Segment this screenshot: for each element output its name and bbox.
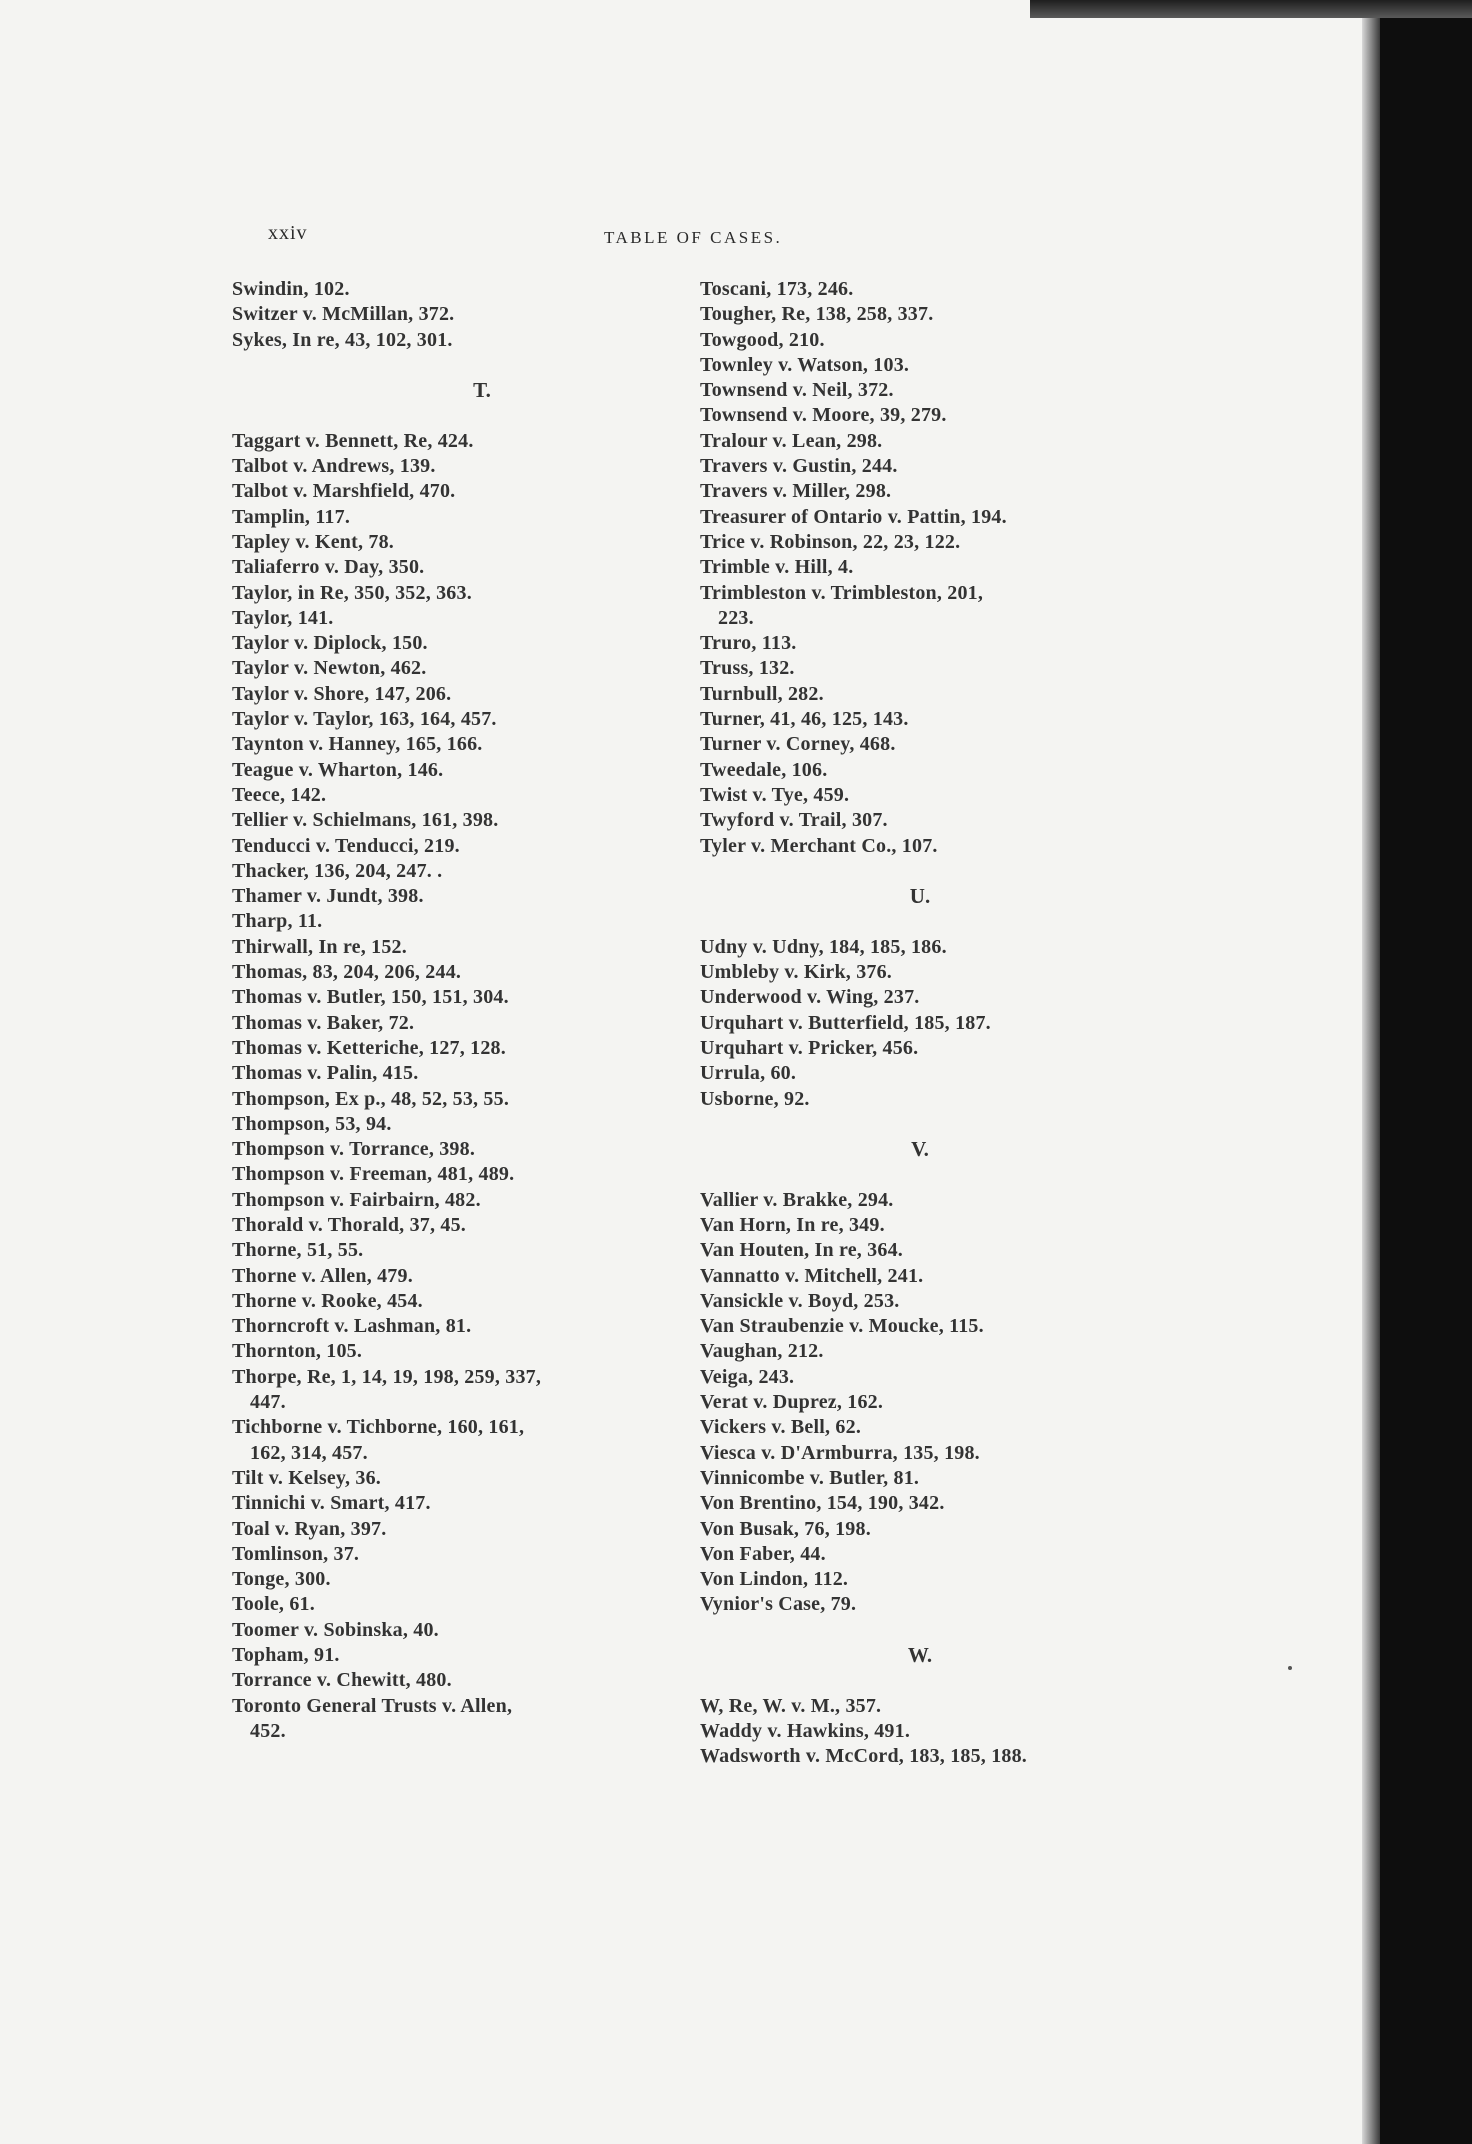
case-entry: Tichborne v. Tichborne, 160, 161,: [232, 1416, 525, 1439]
case-entry: Taylor v. Shore, 147, 206.: [232, 682, 452, 705]
case-entry: Swindin, 102.: [232, 278, 350, 300]
case-entry: Thorald v. Thorald, 37, 45.: [232, 1213, 466, 1236]
case-entry: Trimble v. Hill, 4.: [700, 556, 854, 579]
case-entry: Twyford v. Trail, 307.: [700, 809, 888, 832]
scan-edge-dark: [1380, 18, 1472, 2144]
case-entry: Talbot v. Andrews, 139.: [232, 455, 436, 478]
page-number: xxiv: [268, 222, 308, 244]
spacer: [232, 403, 682, 428]
case-entry: Urquhart v. Butterfield, 185, 187.: [700, 1011, 991, 1034]
case-entry: Travers v. Gustin, 244.: [700, 455, 898, 478]
section-letter: T.: [473, 378, 491, 403]
case-entry: Thorpe, Re, 1, 14, 19, 198, 259, 337,: [232, 1365, 542, 1388]
case-entry: Thompson v. Torrance, 398.: [232, 1138, 476, 1161]
case-entry: Topham, 91.: [232, 1644, 340, 1667]
case-entry: Tralour v. Lean, 298.: [700, 429, 883, 452]
case-entry: Toronto General Trusts v. Allen,: [232, 1694, 513, 1717]
case-entry: Vannatto v. Mitchell, 241.: [700, 1264, 924, 1287]
case-entry: Van Straubenzie v. Moucke, 115.: [700, 1315, 984, 1338]
case-entry: Von Brentino, 154, 190, 342.: [700, 1492, 945, 1515]
case-entry: Townley v. Watson, 103.: [700, 353, 910, 376]
case-entry: Taylor v. Diplock, 150.: [232, 632, 428, 655]
case-entry: Townsend v. Neil, 372.: [700, 379, 894, 402]
case-entry: Tilt v. Kelsey, 36.: [232, 1466, 381, 1489]
spacer: [700, 1162, 1160, 1187]
case-entry: Vaughan, 212.: [700, 1340, 824, 1363]
case-entry: Toole, 61.: [232, 1593, 315, 1616]
case-entry-continuation: 223.: [718, 606, 754, 629]
case-entry: Toscani, 173, 246.: [700, 278, 854, 300]
left-column: [232, 277, 682, 1744]
case-entry: Treasurer of Ontario v. Pattin, 194.: [700, 505, 1007, 528]
case-entry: Thorne v. Allen, 479.: [232, 1264, 413, 1287]
case-entry: Tharp, 11.: [232, 910, 323, 933]
case-entry: Teece, 142.: [232, 783, 327, 806]
page-header: [0, 222, 1362, 262]
case-entry: Switzer v. McMillan, 372.: [232, 303, 455, 326]
case-entry: Trimbleston v. Trimbleston, 201,: [700, 581, 984, 604]
case-entry: Thomas v. Baker, 72.: [232, 1011, 415, 1034]
case-entry: Tellier v. Schielmans, 161, 398.: [232, 809, 499, 832]
case-entry-continuation: 162, 314, 457.: [250, 1441, 368, 1464]
case-entry: Veiga, 243.: [700, 1365, 795, 1388]
case-entry: Tyler v. Merchant Co., 107.: [700, 834, 938, 857]
speck-mark: [1288, 1666, 1292, 1670]
case-entry: Thomas v. Palin, 415.: [232, 1062, 419, 1085]
case-entry: Trice v. Robinson, 22, 23, 122.: [700, 530, 961, 553]
case-entry: Townsend v. Moore, 39, 279.: [700, 404, 947, 427]
case-entry: Torrance v. Chewitt, 480.: [232, 1669, 452, 1692]
spacer: [700, 1618, 1160, 1643]
case-entry: Thorne v. Rooke, 454.: [232, 1289, 423, 1312]
case-entry: Thorne, 51, 55.: [232, 1239, 364, 1262]
case-entry: Von Faber, 44.: [700, 1542, 826, 1565]
case-entry: Vinnicombe v. Butler, 81.: [700, 1466, 920, 1489]
case-entry: Vickers v. Bell, 62.: [700, 1416, 862, 1439]
case-entry: Turnbull, 282.: [700, 682, 824, 705]
case-entry: Van Houten, In re, 364.: [700, 1239, 903, 1262]
case-entry: Sykes, In re, 43, 102, 301.: [232, 328, 453, 351]
case-entry: Wadsworth v. McCord, 183, 185, 188.: [700, 1745, 1027, 1768]
case-entry: Thamer v. Jundt, 398.: [232, 885, 424, 908]
case-entry-continuation: 452.: [250, 1719, 286, 1742]
case-entry: Thomas v. Butler, 150, 151, 304.: [232, 986, 509, 1009]
case-entry: Udny v. Udny, 184, 185, 186.: [700, 935, 947, 958]
case-entry: Talbot v. Marshfield, 470.: [232, 480, 456, 503]
case-entry: Travers v. Miller, 298.: [700, 480, 892, 503]
running-head: TABLE OF CASES.: [604, 228, 783, 247]
case-entry: Vynior's Case, 79.: [700, 1593, 857, 1616]
case-entry-continuation: 447.: [250, 1391, 286, 1414]
case-entry: Verat v. Duprez, 162.: [700, 1391, 884, 1414]
case-entry: Tonge, 300.: [232, 1568, 331, 1591]
case-entry: W, Re, W. v. M., 357.: [700, 1694, 882, 1717]
case-entry: Tougher, Re, 138, 258, 337.: [700, 303, 934, 326]
case-entry: Thompson v. Freeman, 481, 489.: [232, 1163, 515, 1186]
case-entry: Taylor v. Taylor, 163, 164, 457.: [232, 708, 497, 731]
case-entry: Truro, 113.: [700, 632, 797, 655]
case-entry: Vallier v. Brakke, 294.: [700, 1188, 894, 1211]
case-entry: Underwood v. Wing, 237.: [700, 986, 920, 1009]
section-letter: W.: [907, 1643, 933, 1668]
case-entry: Taylor, in Re, 350, 352, 363.: [232, 581, 472, 604]
case-entry: Tamplin, 117.: [232, 505, 351, 528]
case-entry: Turner, 41, 46, 125, 143.: [700, 708, 909, 731]
case-entry: Waddy v. Hawkins, 491.: [700, 1719, 911, 1742]
case-entry: Towgood, 210.: [700, 328, 825, 351]
spacer: [700, 909, 1160, 934]
case-entry: Umbleby v. Kirk, 376.: [700, 961, 892, 984]
section-letter: U.: [909, 884, 931, 909]
case-entry: Thompson v. Fairbairn, 482.: [232, 1188, 481, 1211]
case-entry: Thorncroft v. Lashman, 81.: [232, 1315, 472, 1338]
case-entry: Toomer v. Sobinska, 40.: [232, 1618, 439, 1641]
case-entry: Taylor, 141.: [232, 606, 334, 629]
case-entry: Thomas v. Ketteriche, 127, 128.: [232, 1036, 506, 1059]
case-entry: Taynton v. Hanney, 165, 166.: [232, 733, 483, 756]
case-entry: Thirwall, In re, 152.: [232, 935, 407, 958]
section-letter: V.: [911, 1137, 929, 1162]
case-entry: Von Lindon, 112.: [700, 1568, 849, 1591]
spacer: [700, 1112, 1160, 1137]
case-entry: Von Busak, 76, 198.: [700, 1517, 871, 1540]
case-entry: Vansickle v. Boyd, 253.: [700, 1289, 900, 1312]
case-entry: Viesca v. D'Armburra, 135, 198.: [700, 1441, 980, 1464]
case-entry: Taliaferro v. Day, 350.: [232, 556, 425, 579]
case-entry: Taggart v. Bennett, Re, 424.: [232, 429, 474, 452]
case-entry: Taylor v. Newton, 462.: [232, 657, 427, 680]
case-entry: Tenducci v. Tenducci, 219.: [232, 834, 460, 857]
case-entry: Twist v. Tye, 459.: [700, 783, 850, 806]
scan-edge-shadow: [1362, 18, 1380, 2144]
case-entry: Tweedale, 106.: [700, 758, 828, 781]
case-entry: Van Horn, In re, 349.: [700, 1213, 885, 1236]
case-entry: Usborne, 92.: [700, 1087, 810, 1110]
case-entry: Thomas, 83, 204, 206, 244.: [232, 961, 462, 984]
case-entry: Tapley v. Kent, 78.: [232, 530, 394, 553]
case-entry: Toal v. Ryan, 397.: [232, 1517, 387, 1540]
case-entry: Turner v. Corney, 468.: [700, 733, 896, 756]
case-entry: Thornton, 105.: [232, 1340, 363, 1363]
case-entry: Truss, 132.: [700, 657, 795, 680]
spacer: [700, 1668, 1160, 1693]
case-entry: Thacker, 136, 204, 247. .: [232, 859, 443, 882]
scan-edge-top: [1030, 0, 1472, 18]
case-entry: Urrula, 60.: [700, 1062, 797, 1085]
case-entry: Tomlinson, 37.: [232, 1542, 360, 1565]
spacer: [700, 859, 1160, 884]
spacer: [232, 353, 682, 378]
case-entry: Thompson, 53, 94.: [232, 1112, 392, 1135]
case-entry: Thompson, Ex p., 48, 52, 53, 55.: [232, 1087, 510, 1110]
case-entry: Teague v. Wharton, 146.: [232, 758, 444, 781]
right-column: [700, 277, 1160, 1770]
case-entry: Tinnichi v. Smart, 417.: [232, 1492, 431, 1515]
case-entry: Urquhart v. Pricker, 456.: [700, 1036, 919, 1059]
